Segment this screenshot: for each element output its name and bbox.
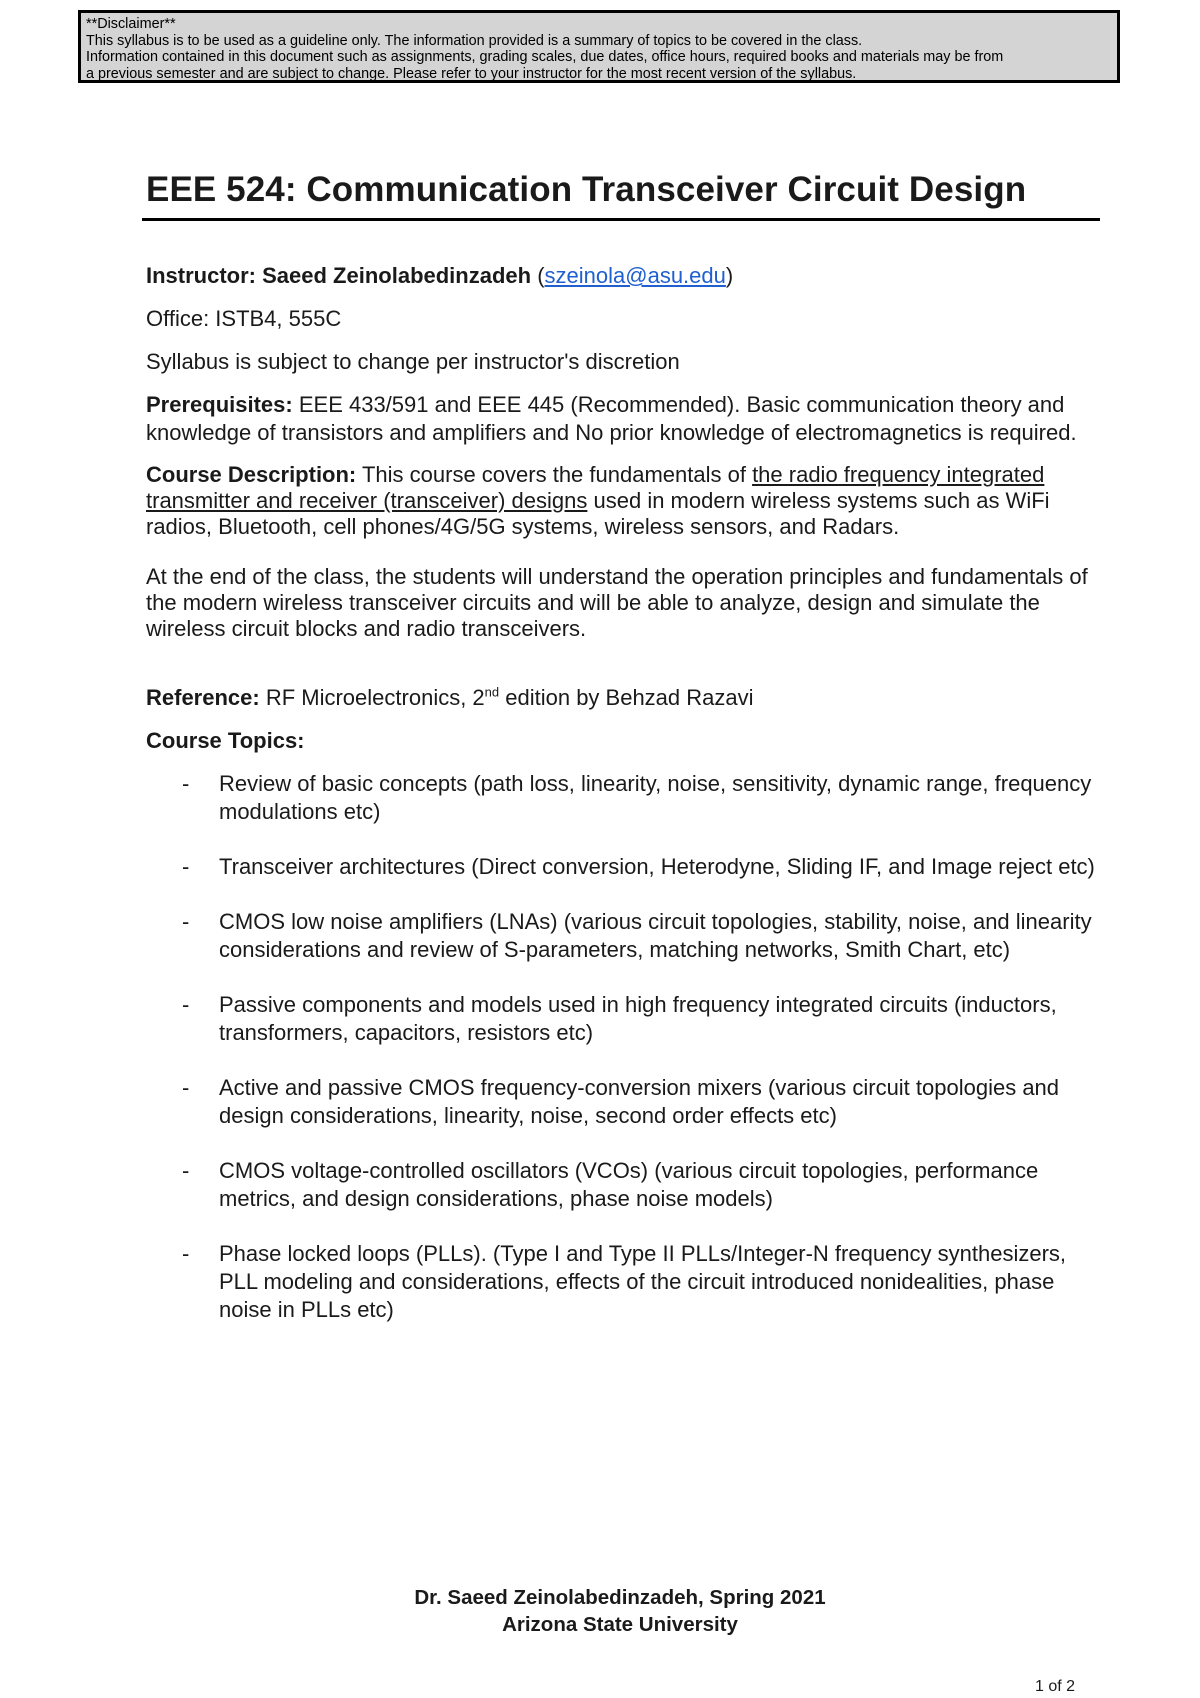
reference-text: RF Microelectronics, 2 <box>259 685 485 710</box>
reference-text-end: edition by Behzad Razavi <box>499 685 754 710</box>
office-line: Office: ISTB4, 555C <box>146 306 342 331</box>
topic-text: CMOS voltage-controlled oscillators (VCOs) (various circuit topologies, performance metrics, and design considerations, phase noise models) <box>219 1158 1039 1211</box>
course-description-label: Course Description: <box>146 462 357 487</box>
disclaimer-box <box>78 10 1120 83</box>
topic-text: Phase locked loops (PLLs). (Type I and Type II PLLs/Integer-N frequency synthesizers, PLL modeling and considerations, effects of the circuit introduced nonidealities, phase noise in PLLs etc) <box>219 1241 1067 1322</box>
footer-university: Arizona State University <box>502 1613 738 1636</box>
title-underline <box>142 218 1100 221</box>
prerequisites-text: EEE 433/591 and EEE 445 (Recommended). Basic communication theory and knowledge of transistors and amplifiers and No prior knowledge of electromagnetics is required. <box>146 392 1077 445</box>
page-title: EEE 524: Communication Transceiver Circuit Design <box>146 170 1027 209</box>
list-dash: - <box>182 1075 190 1100</box>
page-number: 1 of 2 <box>1035 1678 1076 1695</box>
syllabus-body <box>146 262 1106 1351</box>
list-item <box>146 1157 1106 1213</box>
instructor-label: Instructor: <box>146 263 256 288</box>
list-dash: - <box>182 992 190 1017</box>
disclaimer-heading: **Disclaimer** <box>86 16 176 32</box>
paren-close: ) <box>725 263 734 288</box>
reference-line <box>146 684 1106 712</box>
disclaimer-line: Information contained in this document such as assignments, grading scales, due dates, office hours, required books and materials may be from <box>86 49 1004 65</box>
paren-open: ( <box>531 263 545 288</box>
list-item <box>146 1074 1106 1130</box>
list-dash: - <box>182 854 190 879</box>
instructor-name: Saeed Zeinolabedinzadeh <box>262 263 532 288</box>
course-description-paragraph <box>146 462 1106 540</box>
topics-list <box>146 770 1106 1324</box>
disclaimer-line: This syllabus is to be used as a guideline only. The information provided is a summary of topics to be covered in the class. <box>86 32 863 49</box>
list-item <box>146 991 1106 1047</box>
instructor-email-link[interactable]: szeinola@asu.edu <box>544 263 726 288</box>
outcome-paragraph: At the end of the class, the students will understand the operation principles and fundamentals of the modern wireless transceiver circuits and will be able to analyze, design and simulate the wireless circuit blocks and radio transceivers. <box>146 564 1088 641</box>
topic-text: Review of basic concepts (path loss, linearity, noise, sensitivity, dynamic range, frequency modulations etc) <box>219 771 1092 824</box>
discretion-note: Syllabus is subject to change per instructor's discretion <box>146 349 680 374</box>
list-dash: - <box>182 1241 190 1266</box>
list-item <box>146 853 1106 881</box>
list-dash: - <box>182 771 190 796</box>
list-dash: - <box>182 909 190 934</box>
disclaimer-line: a previous semester and are subject to change. Please refer to your instructor for the most recent version of the syllabus. <box>86 65 857 82</box>
topic-text: Passive components and models used in high frequency integrated circuits (inductors, transformers, capacitors, resistors etc) <box>219 992 1057 1045</box>
reference-superscript: nd <box>484 684 500 700</box>
topic-text: Transceiver architectures (Direct conversion, Heterodyne, Sliding IF, and Image reject etc) <box>219 854 1095 879</box>
prerequisites-label: Prerequisites: <box>146 392 293 417</box>
list-item <box>146 908 1106 964</box>
topic-text: Active and passive CMOS frequency-conversion mixers (various circuit topologies and design considerations, linearity, noise, second order effects etc) <box>219 1075 1060 1128</box>
page-footer <box>0 1584 1200 1638</box>
reference-label: Reference: <box>146 685 260 710</box>
instructor-line <box>146 262 1106 290</box>
footer-instructor-term: Dr. Saeed Zeinolabedinzadeh, Spring 2021 <box>414 1586 826 1609</box>
topics-heading: Course Topics: <box>146 728 305 753</box>
list-item <box>146 1240 1106 1324</box>
course-description-underlined: the radio frequency integrated transmitter and receiver (transceiver) designs <box>146 462 1045 513</box>
topic-text: CMOS low noise amplifiers (LNAs) (various circuit topologies, stability, noise, and linearity considerations and review of S-parameters, matching networks, Smith Chart, etc) <box>219 909 1092 962</box>
course-description-text: This course covers the fundamentals of <box>356 462 753 487</box>
list-item <box>146 770 1106 826</box>
prerequisites-paragraph <box>146 391 1106 447</box>
course-description-text-end: used in modern wireless systems such as WiFi radios, Bluetooth, cell phones/4G/5G systems, wireless sensors, and Radars. <box>146 488 1050 539</box>
list-dash: - <box>182 1158 190 1183</box>
